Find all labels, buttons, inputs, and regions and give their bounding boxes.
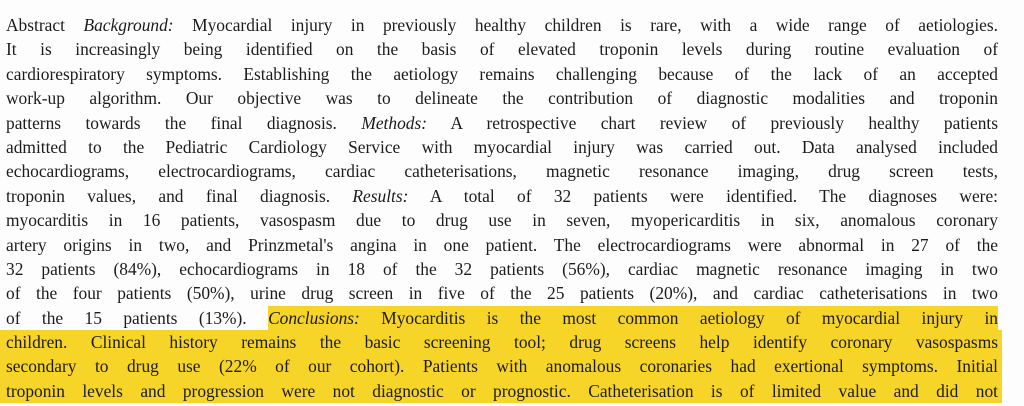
abstract-line-3: cardiorespiratory symptoms. Establishing the aetiology remains challenging because of the lack of an accepted bbox=[6, 63, 998, 84]
abstract-line-7: echocardiograms, electrocardiograms, cardiac catheterisations, magnetic resonance imaging, drug screen tests, bbox=[6, 161, 998, 182]
abstract-paragraph bbox=[6, 13, 998, 403]
abstract-text: A total of 32 patients were identified. The diagnoses were: bbox=[429, 185, 999, 206]
abstract-line-14-highlighted: children. Clinical history remains the basic screening tool; drug screens help identify coronary vasospasms bbox=[0, 330, 1002, 354]
abstract-line-12: of the four patients (50%), urine drug screen in five of the 25 patients (20%), and cardiac catheterisations in two bbox=[6, 283, 998, 304]
abstract-text: Myocarditis is the most common aetiology of myocardial injury in bbox=[381, 307, 998, 328]
conclusions-label: Conclusions: bbox=[268, 307, 360, 328]
abstract-line-1 bbox=[6, 13, 998, 37]
abstract-line-16-highlighted: troponin levels and progression were not diagnostic or prognostic. Catheterisation is of limited value and did not bbox=[0, 379, 1002, 403]
abstract-text: A retrospective chart review of previously healthy patients bbox=[450, 112, 999, 133]
abstract-text: patterns towards the final diagnosis. bbox=[6, 112, 337, 133]
abstract-line-4: work-up algorithm. Our objective was to delineate the contribution of diagnostic modalities and troponin bbox=[6, 88, 998, 109]
abstract-line-6: admitted to the Pediatric Cardiology Service with myocardial injury was carried out. Data analysed included bbox=[6, 136, 998, 157]
background-label: Background: bbox=[83, 15, 174, 35]
abstract-heading: Abstract bbox=[6, 15, 65, 35]
abstract-line-9: myocarditis in 16 patients, vasospasm due to drug use in seven, myopericarditis in six, anomalous coronary bbox=[6, 210, 998, 231]
highlighted-text bbox=[268, 308, 998, 328]
abstract-line-8 bbox=[6, 184, 998, 208]
abstract-line-10: artery origins in two, and Prinzmetal's angina in one patient. The electrocardiograms were abnormal in 27 of the bbox=[6, 234, 998, 255]
abstract-line-2: It is increasingly being identified on the basis of elevated troponin levels during routine evaluation of bbox=[6, 39, 998, 60]
abstract-line-15-highlighted: secondary to drug use (22% of our cohort). Patients with anomalous coronaries had exertional symptoms. Initial bbox=[0, 354, 1002, 378]
abstract-text: of the 15 patients (13%). bbox=[6, 307, 247, 328]
abstract-line-5 bbox=[6, 111, 998, 135]
abstract-text: Myocardial injury in previously healthy children is rare, with a wide range of aetiologies. bbox=[192, 15, 998, 35]
methods-label: Methods: bbox=[361, 112, 428, 133]
abstract-line-13 bbox=[6, 306, 998, 330]
results-label: Results: bbox=[352, 185, 409, 206]
abstract-text: troponin values, and final diagnosis. bbox=[6, 185, 331, 206]
abstract-line-11: 32 patients (84%), echocardiograms in 18 of the 32 patients (56%), cardiac magnetic resonance imaging in two bbox=[6, 258, 998, 279]
